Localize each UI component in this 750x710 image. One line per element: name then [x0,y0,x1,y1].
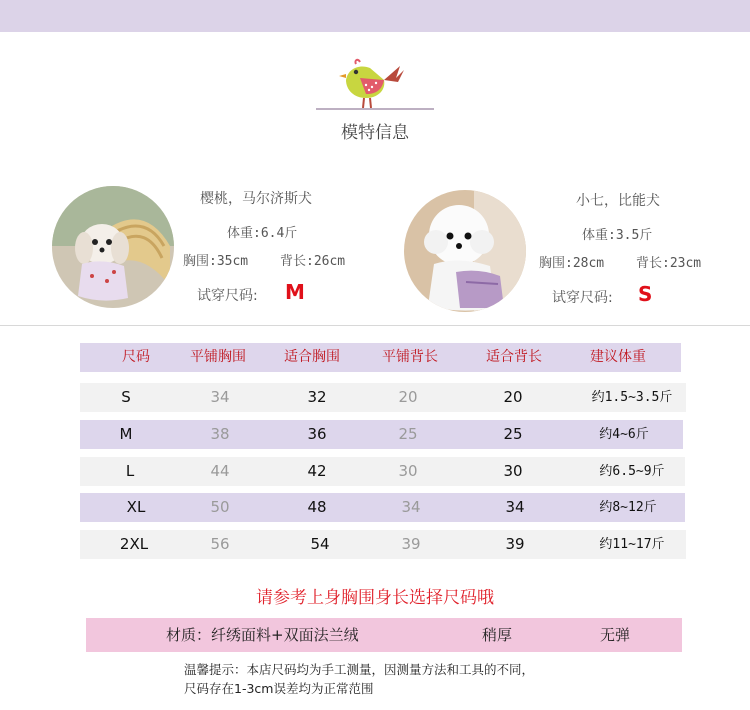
model-2-chest: 胸围:28cm [539,256,605,271]
header-size: 尺码 [122,349,150,365]
model-photo-cherry [52,186,174,308]
model-1-weight: 体重:6.4斤 [227,226,298,241]
cell-fit-chest: 32 [307,388,327,406]
model-1-name: 樱桃，马尔济斯犬 [200,191,312,207]
cell-size: 2XL [119,535,149,553]
cell-weight: 约11~17斤 [599,537,665,552]
header-weight: 建议体重 [590,349,646,365]
cell-flat-back: 25 [398,425,418,443]
model-1-chest: 胸围:35cm [183,254,249,269]
cell-size: XL [126,498,146,516]
model-2-weight: 体重:3.5斤 [582,228,653,243]
table-row [80,420,683,449]
header-flat-back: 平铺背长 [382,349,438,365]
size-table-header [80,343,681,372]
material-elasticity: 无弹 [600,626,631,644]
cell-fit-back: 30 [503,462,523,480]
cell-flat-back: 39 [401,535,421,553]
table-row [80,530,686,559]
note-line-1: 温馨提示：本店尺码均为手工测量，因测量方法和工具的不同， [184,662,535,677]
table-row [80,493,685,522]
cell-flat-chest: 50 [210,498,230,516]
top-banner [0,0,750,32]
material-bar [86,618,682,652]
cell-size: S [121,388,131,406]
cell-flat-chest: 34 [210,388,230,406]
cell-weight: 约1.5~3.5斤 [591,390,673,405]
note-line-2: 尺码存在1-3cm误差均为正常范围 [184,681,374,696]
cell-flat-back: 34 [401,498,421,516]
model-1-back: 背长:26cm [280,254,346,269]
cell-size: M [119,425,133,443]
table-row [80,383,686,412]
size-hint: 请参考上身胸围身长选择尺码哦 [256,588,494,608]
model-2-try-label: 试穿尺码: [552,290,613,306]
cell-flat-back: 20 [398,388,418,406]
model-2-name: 小七，比能犬 [576,193,660,209]
model-1-try-label: 试穿尺码: [197,288,258,304]
model-1-try-size: M [285,280,305,304]
cell-fit-chest: 42 [307,462,327,480]
section-divider [0,325,750,326]
bird-icon [338,56,410,110]
cell-fit-chest: 36 [307,425,327,443]
cell-fit-chest: 54 [310,535,330,553]
model-2-try-size: S [638,282,653,306]
model-photo-xiaoqi [404,190,526,312]
cell-fit-back: 20 [503,388,523,406]
cell-weight: 约4~6斤 [599,427,649,442]
cell-flat-chest: 44 [210,462,230,480]
material-thickness: 稍厚 [482,626,513,644]
cell-flat-chest: 56 [210,535,230,553]
model-2-back: 背长:23cm [636,256,702,271]
header-fit-chest: 适合胸围 [284,349,340,365]
cell-fit-back: 34 [505,498,525,516]
cell-fit-chest: 48 [307,498,327,516]
header-flat-chest: 平铺胸围 [190,349,246,365]
cell-weight: 约6.5~9斤 [599,464,665,479]
title-underline [316,108,434,110]
material-fabric: 材质：纤绣面料+双面法兰绒 [166,626,359,644]
header-fit-back: 适合背长 [486,349,542,365]
section-title: 模特信息 [341,123,409,143]
cell-fit-back: 25 [503,425,523,443]
cell-weight: 约8~12斤 [599,500,657,515]
cell-flat-chest: 38 [210,425,230,443]
table-row [80,457,685,486]
cell-size: L [125,462,135,480]
cell-flat-back: 30 [398,462,418,480]
cell-fit-back: 39 [505,535,525,553]
